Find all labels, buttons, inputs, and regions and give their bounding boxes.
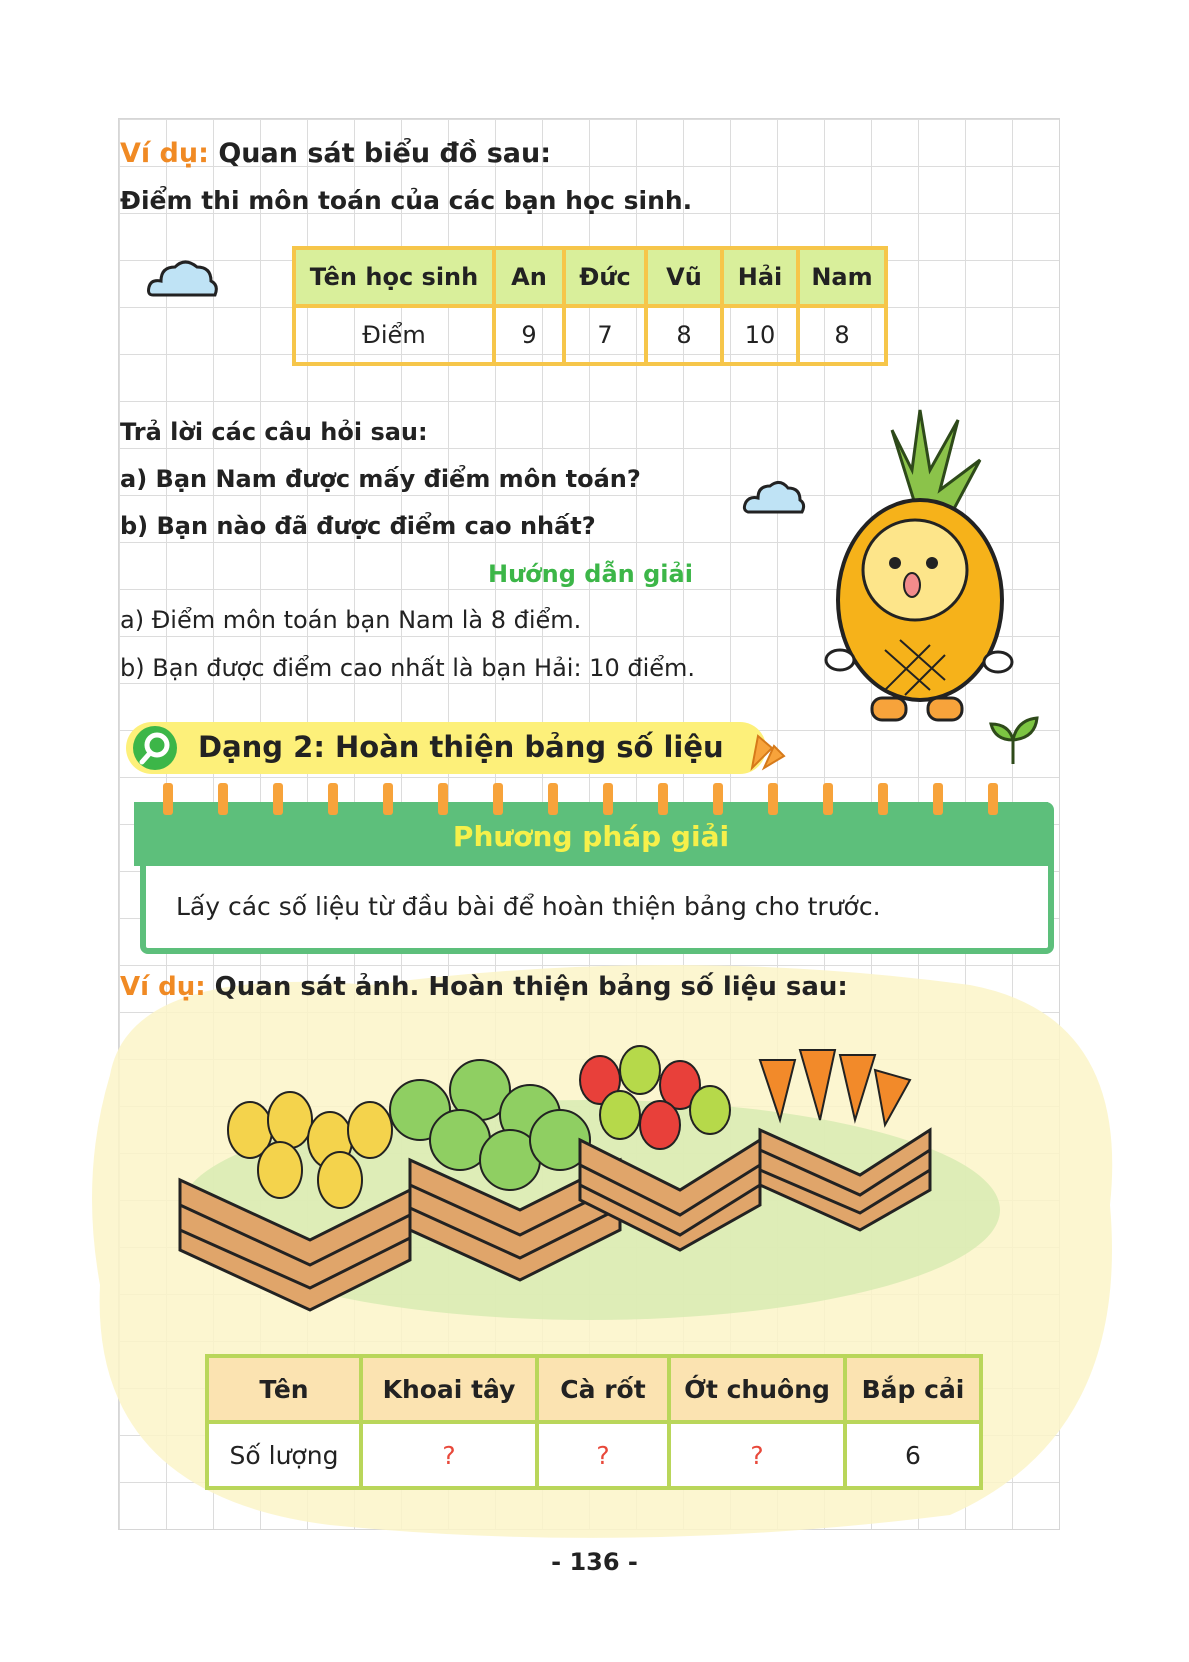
binder-ring xyxy=(493,783,503,815)
binder-ring xyxy=(768,783,778,815)
binder-ring xyxy=(163,783,173,815)
question-b: b) Bạn nào đã được điểm cao nhất? xyxy=(120,512,596,540)
vegetable-table-header-cell: Bắp cải xyxy=(845,1356,981,1422)
page-number: - 136 - xyxy=(551,1548,638,1576)
solution-a: a) Điểm môn toán bạn Nam là 8 điểm. xyxy=(120,606,582,634)
method-title: Phương pháp giải xyxy=(452,820,730,853)
vegetable-table-header-cell: Ớt chuông xyxy=(669,1356,845,1422)
binder-ring xyxy=(273,783,283,815)
vegetable-table-header-cell: Khoai tây xyxy=(361,1356,537,1422)
example1-subtitle: Điểm thi môn toán của các bạn học sinh. xyxy=(120,186,693,215)
binder-ring xyxy=(713,783,723,815)
binder-ring xyxy=(823,783,833,815)
binder-ring xyxy=(988,783,998,815)
binder-ring xyxy=(383,783,393,815)
score-table-cell: 8 xyxy=(646,306,722,364)
binder-ring xyxy=(328,783,338,815)
vegetable-table-cell: 6 xyxy=(845,1422,981,1488)
binder-ring xyxy=(603,783,613,815)
vegetable-table-header-row xyxy=(207,1356,981,1422)
score-table-cell: 7 xyxy=(564,306,646,364)
score-table-cell: 10 xyxy=(722,306,798,364)
binder-ring xyxy=(878,783,888,815)
question-a: a) Bạn Nam được mấy điểm môn toán? xyxy=(120,465,641,493)
score-table-cell: 9 xyxy=(494,306,564,364)
example2-heading xyxy=(120,972,848,1002)
score-table-header-cell: Vũ xyxy=(646,248,722,306)
score-table-cell: Điểm xyxy=(294,306,494,364)
pineapple-mascot-illustration xyxy=(820,400,1020,740)
score-table-cell: 8 xyxy=(798,306,886,364)
vegetable-table-cell: ? xyxy=(537,1422,669,1488)
score-table-header-cell: Tên học sinh xyxy=(294,248,494,306)
example1-instruction: Quan sát biểu đồ sau: xyxy=(218,138,552,169)
binder-ring xyxy=(438,783,448,815)
vegetable-table-row xyxy=(207,1422,981,1488)
score-table-header-cell: Hải xyxy=(722,248,798,306)
vegetable-table-header-cell: Cà rốt xyxy=(537,1356,669,1422)
binder-ring xyxy=(658,783,668,815)
method-body-text: Lấy các số liệu từ đầu bài để hoàn thiện bảng cho trước. xyxy=(176,892,881,921)
magnifier-icon xyxy=(130,724,180,772)
pencil-icon xyxy=(744,728,788,772)
cloud-icon xyxy=(742,476,808,520)
score-table xyxy=(292,246,888,366)
example1-heading xyxy=(120,138,551,169)
example2-label: Ví dụ: xyxy=(120,972,206,1002)
cloud-icon xyxy=(145,255,221,307)
binder-ring xyxy=(218,783,228,815)
solution-title: Hướng dẫn giải xyxy=(488,560,693,588)
solution-b: b) Bạn được điểm cao nhất là bạn Hải: 10 điểm. xyxy=(120,654,696,682)
binder-ring xyxy=(548,783,558,815)
score-table-row xyxy=(294,306,886,364)
example2-instruction: Quan sát ảnh. Hoàn thiện bảng số liệu sau: xyxy=(214,972,848,1002)
vegetable-table xyxy=(205,1354,983,1490)
section-title: Dạng 2: Hoàn thiện bảng số liệu xyxy=(198,730,724,764)
binder-ring xyxy=(933,783,943,815)
score-table-header-row xyxy=(294,248,886,306)
score-table-header-cell: An xyxy=(494,248,564,306)
score-table-header-cell: Đức xyxy=(564,248,646,306)
sprout-icon xyxy=(985,710,1041,766)
score-table-header-cell: Nam xyxy=(798,248,886,306)
vegetable-table-header-cell: Tên xyxy=(207,1356,361,1422)
vegetable-table-cell: ? xyxy=(361,1422,537,1488)
vegetable-table-cell: ? xyxy=(669,1422,845,1488)
vegetable-crates-illustration xyxy=(160,1030,1000,1330)
example1-label: Ví dụ: xyxy=(120,138,209,169)
vegetable-table-cell: Số lượng xyxy=(207,1422,361,1488)
questions-intro: Trả lời các câu hỏi sau: xyxy=(120,418,428,446)
